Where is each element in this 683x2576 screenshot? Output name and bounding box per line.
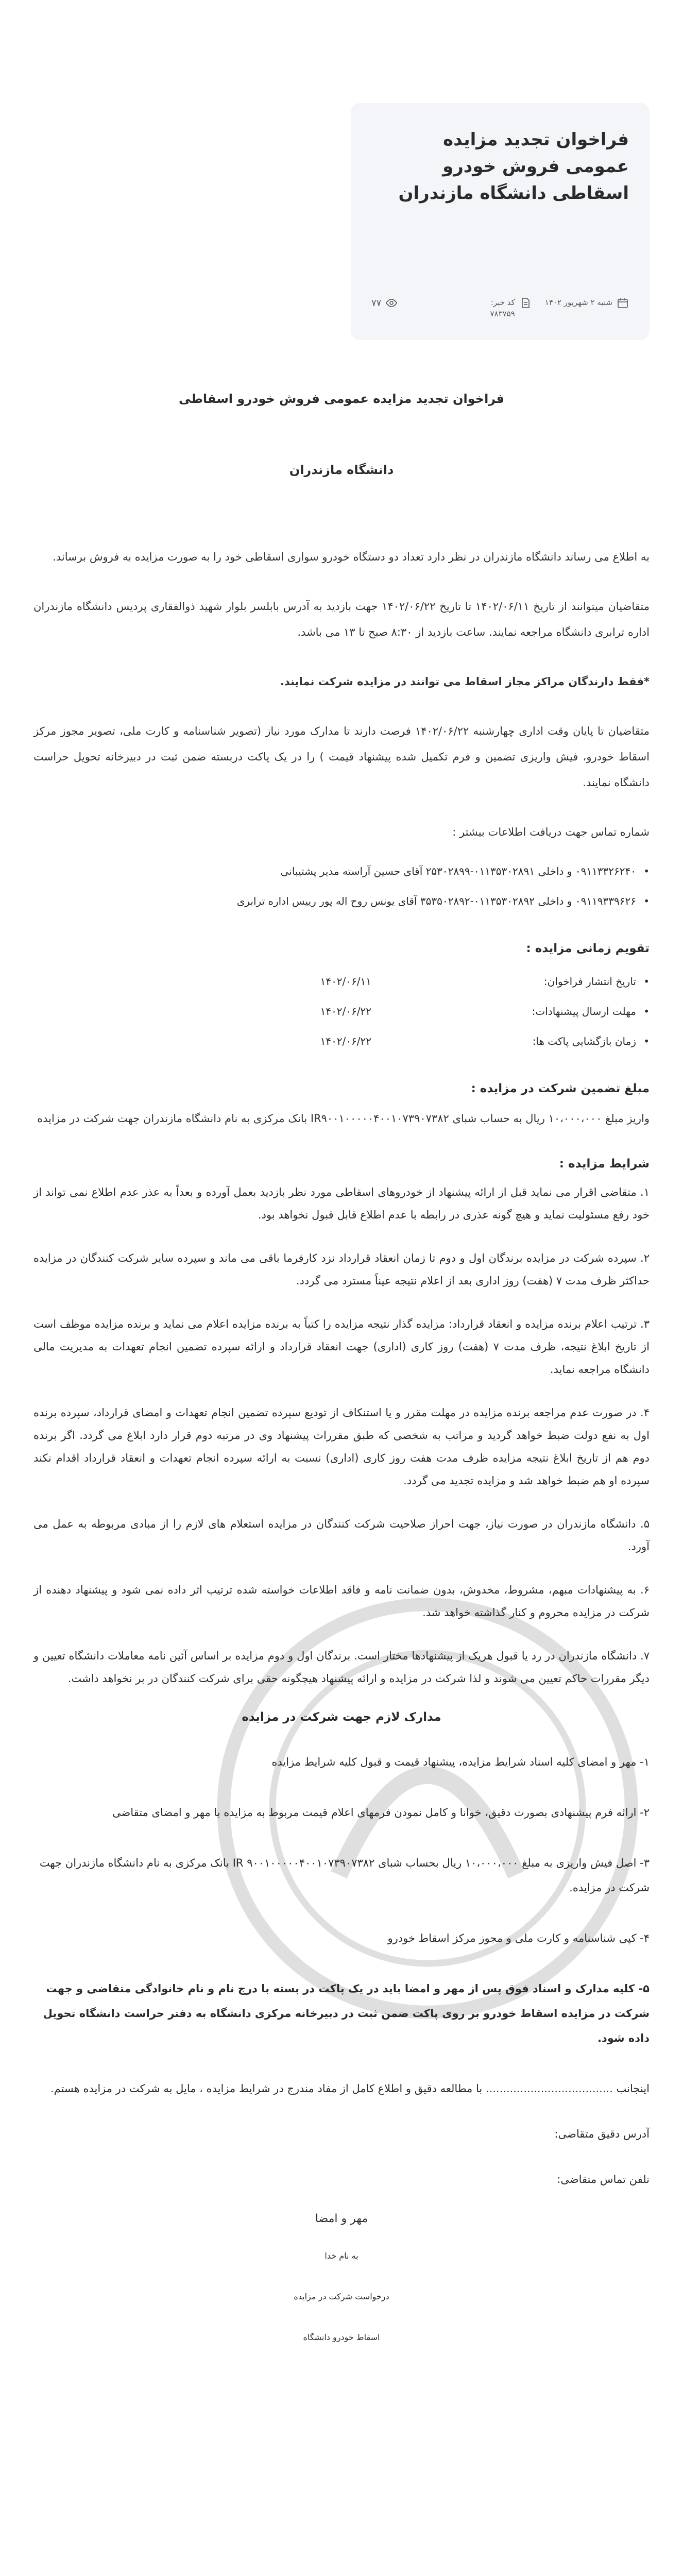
- date-text: شنبه ۲ شهریور ۱۴۰۲: [544, 298, 612, 307]
- sign-line: به نام خدا: [325, 2251, 358, 2261]
- doc-item: ۳- اصل فیش واریزی به مبلغ ۱۰،۰۰۰،۰۰۰ ریال بحساب شبای IR ۹۰۰۱۰۰۰۰۰۴۰۰۱۰۷۳۹۰۷۳۸۲ بانک مرکزی به نام دانشگاه مازندران جهت شرکت در مزایده.: [39, 1857, 650, 1894]
- schedule-title: تقویم زمانی مزایده :: [526, 942, 650, 955]
- term-item: ۴. در صورت عدم مراجعه برنده مزایده در مهلت مقرر و یا استنکاف از توديع سپرده تضمین انجام تعهدات و امضای قرارداد، سپرده برنده اول به نفع دولت ضبط خواهد گردید و مراتب به شخصی که طبق مقررات پیشنهاد وی در مرتبه دوم قرار دارد ابلاغ می گردد. اگر برنده دوم هم از تاریخ ابلاغ نتیجه مزایده ظرف مدت هفت روز کاری (اداری) نسبت به ارائه سپرده انجام تعهدات و انعقاد قرارداد اقدام نکند سپرده او هم ضبط خواهد شد و مزایده تجدید می گردد.: [33, 1406, 650, 1487]
- news-title: فراخوان تجدید مزایده عمومی فروش خودرو اسقاطی دانشگاه مازندران: [398, 129, 629, 204]
- schedule-value: ۱۴۰۲/۰۶/۱۱: [320, 975, 371, 988]
- terms-list: [33, 1181, 650, 1690]
- visit-paragraph: متقاضیان میتوانند از تاریخ ۱۴۰۲/۰۶/۱۱ تا تاریخ ۱۴۰۲/۰۶/۲۲ جهت بازدید به آدرس بابلسر بلوار شهید ذوالفقاری پردیس دانشگاه مازندران اداره ترابری دانشگاه مراجعه نمایند. ساعت بازدید از ۸:۳۰ صبح تا ۱۳ می باشد.: [33, 600, 650, 638]
- terms-title: شرایط مزایده :: [559, 1157, 650, 1171]
- form-intro: اینجانب ..................................... با مطالعه دقیق و اطلاع کامل از مفاد مندرج در شرایط مزایده ، مایل به شرکت در مزایده هستم.: [50, 2082, 650, 2095]
- code-value: ۷۸۳۷۵۹: [490, 309, 515, 318]
- calendar-icon: [617, 297, 629, 309]
- guarantee-title: مبلغ تضمین شرکت در مزایده :: [471, 1082, 650, 1095]
- news-meta: [371, 297, 629, 319]
- doc-item: ۱- مهر و امضای کلیه اسناد شرایط مزایده، پیشنهاد قیمت و قبول کلیه شرایط مزایده: [271, 1756, 650, 1768]
- contact-item: • ۰۹۱۱۹۳۳۹۶۲۶ و داخلی ۰۱۱۳۵۳۰۲۸۹۲-۳۵۳۵۰۲۸۹۲ آقای یونس روح اله پور رییس اداره ترابری: [33, 886, 650, 916]
- contacts-list: [33, 856, 650, 916]
- term-item: ۶. به پیشنهادات مبهم، مشروط، مخدوش، بدون ضمانت نامه و فاقد اطلاعات خواسته شده ترتیب اثر داده نمی شود و پیشنهاد دهنده از شرکت در مزایده محروم و کنار گذاشته خواهد شد.: [33, 1584, 650, 1619]
- schedule-label: تاریخ انتشار فراخوان:: [543, 975, 636, 988]
- docs-title: مدارک لازم جهت شرکت در مزایده: [242, 1710, 441, 1724]
- eligibility-note: *فقط دارندگان مراکز مجاز اسقاط می توانند در مزایده شرکت نمایند.: [280, 675, 650, 688]
- article-body: [33, 392, 650, 2373]
- news-header-card: [351, 103, 650, 340]
- signature-label: مهر و امضا: [315, 2212, 368, 2225]
- schedule-label: زمان بازگشایی پاکت ها:: [532, 1035, 636, 1047]
- code-label: کد خبر:: [490, 298, 515, 307]
- term-item: ۵. دانشگاه مازندران در صورت نیاز، جهت احراز صلاحیت شرکت کنندگان در مزایده استعلام های لازم را از مبادی مربوطه به عمل می آورد.: [33, 1518, 650, 1553]
- schedule-item: [33, 996, 650, 1026]
- phone-label: تلفن تماس متقاضی:: [557, 2173, 650, 2185]
- contacts-title: شماره تماس جهت دریافت اطلاعات بیشتر :: [452, 826, 650, 838]
- sign-line: اسقاط خودرو دانشگاه: [303, 2332, 380, 2342]
- schedule-value: ۱۴۰۲/۰۶/۲۲: [320, 1035, 371, 1047]
- term-item: ۷. دانشگاه مازندران در رد یا قبول هریک از پیشنهادها مختار است. برندگان اول و دوم مزایده بر اساس آئین نامه معاملات دانشگاه تعیین و دیگر مقررات حاکم تعیین می شوند و لذا شرکت در مزایده و ارائه پیشنهاد هیچگونه حقی برای شرکت کنندگان در بر نخواهد داشت.: [33, 1650, 650, 1685]
- intro-paragraph: به اطلاع می رساند دانشگاه مازندران در نظر دارد تعداد دو دستگاه خودرو سواری اسقاطی خود را به صورت مزایده به فروش برساند.: [53, 551, 650, 563]
- contact-item: • ۰۹۱۱۳۳۲۶۲۴۰ و داخلی ۰۱۱۳۵۳۰۲۸۹۱-۲۵۳۰۲۸۹۹ آقای حسین آراسته مدیر پشتیبانی: [33, 856, 650, 886]
- code-wrap: [490, 297, 515, 319]
- views-count: ۷۷: [371, 297, 382, 309]
- doc-item: ۲- ارائه فرم پیشنهادی بصورت دقیق، خوانا و کامل نمودن فرمهای اعلام قیمت مربوط به مزایده با مهر و امضای متقاضی: [112, 1806, 650, 1819]
- schedule-item: [33, 1026, 650, 1056]
- doc-item: ۴- کپی شناسنامه و کارت ملی و مجوز مرکز اسقاط خودرو: [387, 1932, 650, 1944]
- signature-block: [33, 2212, 650, 2342]
- doc-item: ۵- کلیه مدارک و اسناد فوق پس از مهر و امضا باید در یک پاکت در بسته با درج نام و نام خانوادگی متقاضی و جهت شرکت در مزایده اسقاط خودرو بر روی پاکت ضمن ثبت در دبیرخانه مرکزی دانشگاه به دفتر حراست دانشگاه تحویل داده شود.: [43, 1982, 650, 2044]
- term-item: ۱. متقاضی اقرار می نماید قبل از ارائه پیشنهاد از خودروهای اسقاطی مورد نظر بازدید بعمل آورده و بعداً به عذر عدم اطلاع نمی تواند از خود رفع مسئولیت نماید و هیچ گونه عذری در رابطه با عدم اطلاع قابل قبول نخواهد بود.: [33, 1186, 650, 1221]
- schedule-label: مهلت ارسال پیشنهادات:: [532, 1005, 636, 1018]
- term-item: ۳. ترتیب اعلام برنده مزایده و انعقاد قرارداد: مزایده گذار نتیجه مزایده را کتباً به برنده مزایده اعلام می نماید و برنده مزایده موظف است از تاریخ ابلاغ نتیجه، ظرف مدت ۷ (هفت) روز کاری (اداری) جهت انعقاد قرارداد و ارائه سپرده تضمین انجام تعهدات به مدیریت مالی دانشگاه مراجعه نماید.: [33, 1318, 650, 1376]
- document-icon: [519, 297, 532, 309]
- sign-line: درخواست شرکت در مزایده: [294, 2292, 389, 2301]
- views-meta: [371, 297, 398, 309]
- date-meta: [545, 297, 629, 309]
- eye-icon: [385, 297, 398, 309]
- guarantee-paragraph: واریز مبلغ ۱۰،۰۰۰،۰۰۰ ریال به حساب شبای IR۹۰۰۱۰۰۰۰۰۴۰۰۱۰۷۳۹۰۷۳۸۲ بانک مرکزی به نام دانشگاه مازندران جهت شرکت در مزایده: [37, 1112, 650, 1125]
- address-label: آدرس دقیق متقاضی:: [554, 2128, 650, 2140]
- article-title: فراخوان تجدید مزایده عمومی فروش خودرو اسقاطی: [179, 392, 504, 406]
- schedule-value: ۱۴۰۲/۰۶/۲۲: [320, 1005, 371, 1018]
- term-item: ۲. سپرده شرکت در مزایده برندگان اول و دوم تا زمان انعقاد قرارداد نزد کارفرما باقی می ماند و سپرده سایر شرکت کنندگان در مزایده حداکثر ظرف مدت ۷ (هفت) روز اداری بعد از اعلام نتیجه عیناً مسترد می گردد.: [33, 1252, 650, 1287]
- schedule-item: [33, 967, 650, 996]
- code-meta: [490, 297, 531, 319]
- submission-paragraph: متقاضیان تا پایان وقت اداری چهارشنبه ۱۴۰۲/۰۶/۲۲ فرصت دارند تا مدارک مورد نیاز (تصویر شناسنامه و کارت ملی، تصویر مجوز مرکز اسقاط خودرو، فیش واریزی تضمین و فرم تکمیل شده پیشنهاد قیمت ) را در یک پاکت دربسته ضمن ثبت در دبیرخانه تحویل حراست دانشگاه نمایند.: [33, 725, 650, 789]
- schedule-list: [33, 967, 650, 1056]
- organization-name: دانشگاه مازندران: [289, 463, 394, 477]
